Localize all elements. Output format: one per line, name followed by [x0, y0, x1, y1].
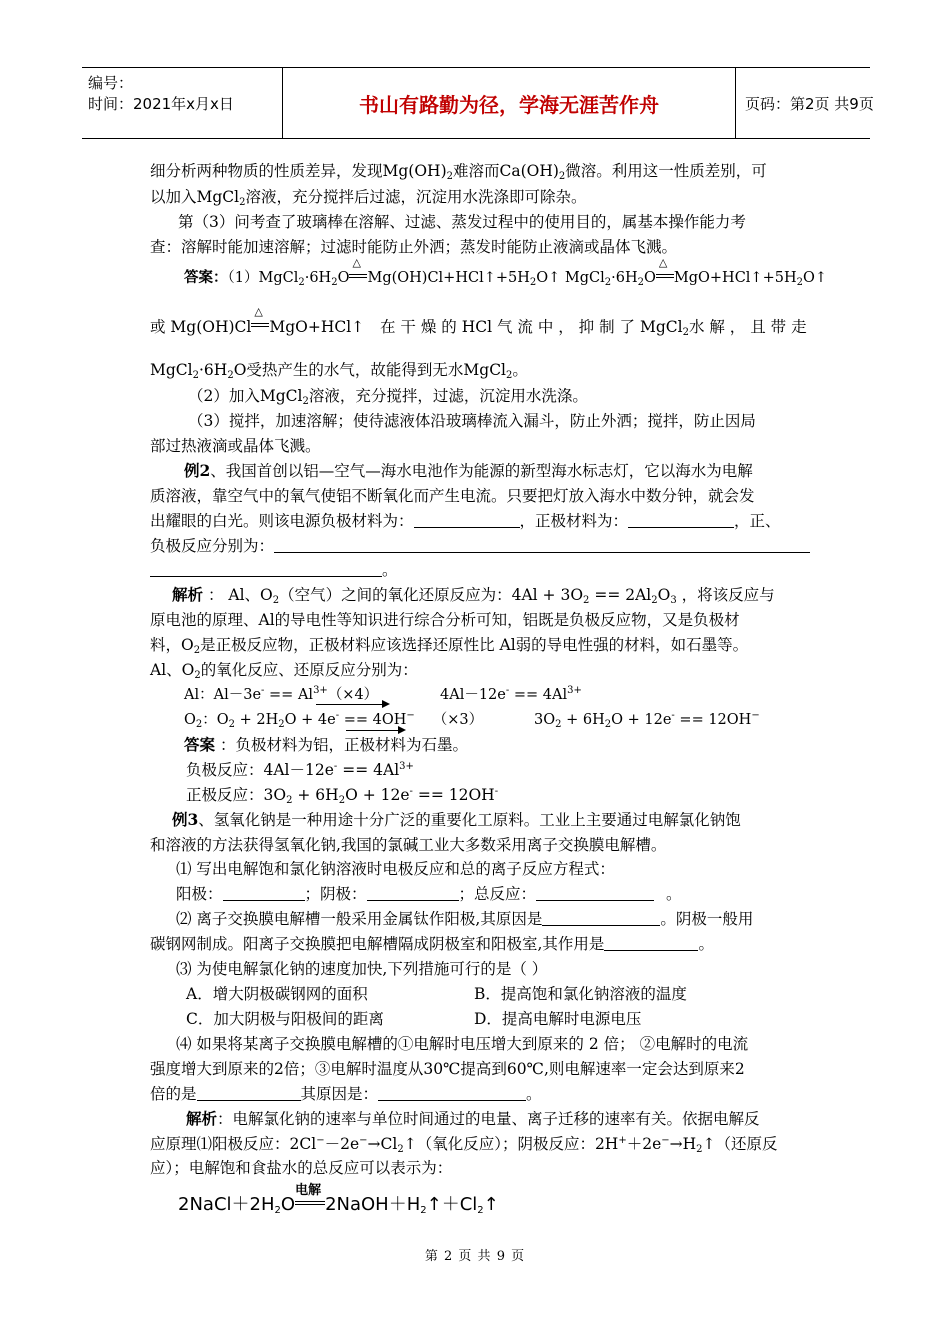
negative-reaction: 负极反应：$4Al-12e^- == 4Al^{3+}$: [186, 761, 414, 779]
text-line: 原电池的原理、Al的导电性等知识进行综合分析可知，铝既是负极反应物，又是负极材: [150, 611, 740, 629]
heat-sign-icon: [251, 315, 269, 339]
question-2b: 碳钢网制成。阳离子交换膜把电解槽隔成阴极室和阳极室,其作用是 。: [150, 935, 714, 953]
answer-blank[interactable]: [604, 934, 698, 951]
question-4b: 强度增大到原来的2倍；③电解时温度从30℃提高到60℃,则电解速率一定会达到原来2: [150, 1060, 745, 1078]
answer-line-3: $MgCl_2\cdot 6H_2O$受热产生的水气，故能得到无水MgCl$_2$。: [150, 361, 528, 381]
reaction-line: $4Al-12e^- == 4Al^{3+}$: [440, 685, 582, 703]
question-1-blanks: 阳极： ；阴极： ；总反应： 。: [176, 885, 682, 903]
answer-line-2: 或 Mg(OH)Cl△ MgO+HCl↑: [150, 315, 364, 339]
answer-line: 答案 ：负极材料为铝，正极材料为石墨。: [184, 735, 468, 754]
option-b: B．提高饱和氯化钠溶液的温度: [474, 985, 687, 1003]
example-2-line: 例2、我国首创以铝—空气—海水电池作为能源的新型海水标志灯，它以海水为电解: [184, 461, 753, 480]
text-line: 质溶液，靠空气中的氧气使铝不断氧化而产生电流。只要把灯放入海水中数分钟，就会发: [150, 487, 755, 505]
text-line: 细分析两种物质的性质差异，发现$Mg(OH)_2$难溶而$Ca(OH)_2$微溶。利用这一性质差别，可: [150, 162, 767, 182]
answer-blank[interactable]: [542, 909, 660, 926]
positive-reaction: 正极反应：$3O_2 + 6H_2O + 12e^- == 12OH^-$: [186, 786, 499, 806]
header-page-label: 页码：第2页 共9页: [745, 94, 874, 113]
heat-sign-icon: [656, 266, 674, 290]
answer-blank[interactable]: [378, 1084, 526, 1101]
answer-blank[interactable]: [628, 511, 734, 528]
answer-line-6: 部过热液滴或晶体飞溅。: [150, 437, 321, 455]
electrolysis-equation: $2NaCl+2H_2O$ 电解 $2NaOH+H_2↑+Cl_2↑$: [178, 1191, 499, 1219]
reaction-line: Al：$Al-3e^- == Al^{3+}(\times 4)$: [184, 685, 379, 703]
page-footer: 第 2 页 共 9 页: [424, 1249, 526, 1264]
page-header: [82, 67, 874, 139]
option-c: C．加大阴极与阳极间的距离: [186, 1010, 384, 1028]
electrolysis-sign: 电解: [295, 1191, 325, 1219]
option-d: D．提高电解时电源电压: [474, 1010, 642, 1028]
answer-line-5: （3）搅拌，加速溶解；使待滤液体沿玻璃棒流入漏斗，防止外洒；搅拌，防止因局: [188, 412, 756, 430]
time-label: 时间：2021年x月x日: [88, 95, 234, 113]
reaction-line: $O_2$：$O_2 + 2H_2O + 4e^- == 4OH^-$ （×3）: [184, 710, 484, 730]
question-1: ⑴ 写出电解饱和氯化钠溶液时电极反应和总的离子反应方程式：: [176, 860, 615, 878]
header-motto: 书山有路勤为径，学海无涯苦作舟: [283, 68, 736, 138]
text-line: 料，$O_2$是正极反应物，正极材料应该选择还原性比 Al弱的导电性强的材料，如石墨等。: [150, 636, 749, 656]
text-line: 以加入MgCl$_2$溶液，充分搅拌后过滤，沉淀用水洗涤即可除杂。: [150, 188, 587, 208]
text-line: 第（3）问考查了玻璃棒在溶解、过滤、蒸发过程中的使用目的，属基本操作能力考: [178, 213, 746, 231]
text-line: 和溶液的方法获得氢氧化钠,我国的氯碱工业大多数采用离子交换膜电解槽。: [150, 836, 667, 854]
arrow-icon: [316, 704, 388, 705]
answer-blank[interactable]: [414, 511, 520, 528]
answer-line-1: 答案：$(1)MgCl_2\cdot 6H_2O\triangle$ $Mg(OH)Cl+HCl↑+5H_2O↑$ $MgCl_2\cdot 6H_2O\triangle$ $MgO+HCl↑+5H_2O↑$: [184, 266, 827, 290]
reaction-line: $3O_2 + 6H_2O + 12e^- == 12OH^-$: [534, 710, 760, 730]
analysis-line: 解析 ： Al、$O_2$（空气）之间的氧化还原反应为：$4Al + 3O_2 == 2Al_2O_3$ ，将该反应与: [172, 585, 775, 606]
header-meta: [82, 68, 283, 138]
answer-blank[interactable]: [367, 884, 459, 901]
text-line: 出耀眼的白光。则该电源负极材料为： ，正极材料为： ，正、: [150, 512, 781, 530]
text-line: Al、$O_2$的氧化反应、还原反应分别为：: [150, 661, 418, 681]
heat-sign-icon: [349, 266, 367, 290]
text-line: 应原理⑴阳极反应：$2Cl^--2e^-\to Cl_2↑$（氧化反应）；阴极反应：$2H^++2e^-\to H_2↑$（还原反: [150, 1135, 778, 1155]
option-a: A．增大阴极碳钢网的面积: [186, 985, 368, 1003]
text-line: 查：溶解时能加速溶解；过滤时能防止外洒；蒸发时能防止液滴或晶体飞溅。: [150, 238, 678, 256]
answer-blank[interactable]: [197, 1084, 301, 1101]
answer-blank[interactable]: [536, 884, 654, 901]
question-3: ⑶ 为使电解氯化钠的速度加快,下列措施可行的是（ ）: [176, 960, 548, 978]
answer-blank[interactable]: [223, 884, 305, 901]
analysis-3-line: 解析：电解氯化钠的速率与单位时间通过的电量、离子迁移的速率有关。依据电解反: [186, 1109, 760, 1128]
serial-label: 编号：: [88, 74, 134, 92]
example-3-line: 例3、氢氧化钠是一种用途十分广泛的重要化工原料。工业上主要通过电解氯化钠饱: [172, 810, 741, 829]
text-line: 。: [150, 558, 398, 582]
answer-line-4: （2）加入MgCl$_2$溶液，充分搅拌，过滤，沉淀用水洗涤。: [188, 387, 588, 407]
answer-line-2b: 在 干 燥 的 HCl 气 流 中 ， 抑 制 了 MgCl$_2$水 解 ， 且 带 走: [380, 318, 807, 338]
arrow-icon: [346, 730, 404, 731]
question-4c: 倍的是 其原因是： 。: [150, 1085, 542, 1103]
text-line: 负极反应分别为：: [150, 534, 810, 558]
answer-blank[interactable]: [274, 536, 810, 553]
text-line: 应）；电解饱和食盐水的总反应可以表示为：: [150, 1159, 453, 1177]
question-4: ⑷ 如果将某离子交换膜电解槽的①电解时电压增大到原来的 2 倍； ②电解时的电流: [176, 1035, 749, 1053]
answer-blank[interactable]: [150, 560, 382, 577]
question-2: ⑵ 离子交换膜电解槽一般采用金属钛作阳极,其原因是 。阴极一般用: [176, 910, 754, 928]
